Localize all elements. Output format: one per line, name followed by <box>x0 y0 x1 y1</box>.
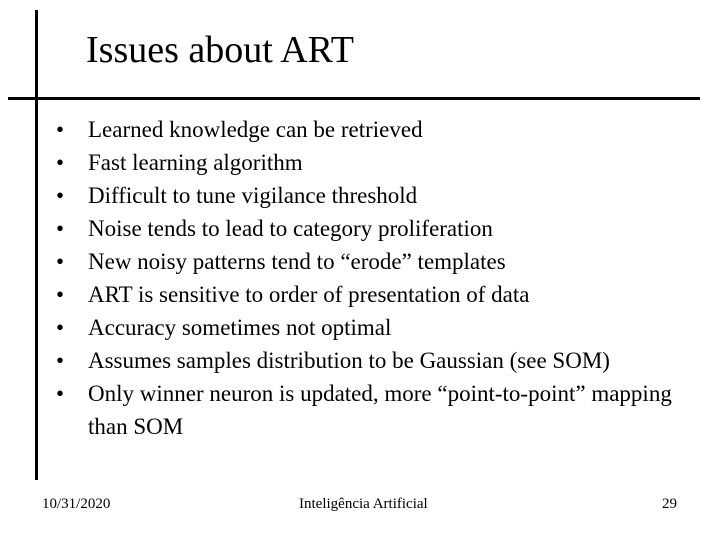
bullet-marker: • <box>56 315 65 340</box>
bullet-item <box>56 344 696 377</box>
bullet-list <box>56 113 696 443</box>
bullet-text: Only winner neuron is updated, more “point-to-point” mapping than SOM <box>88 381 672 439</box>
bullet-item <box>56 179 696 212</box>
bullet-item <box>56 212 696 245</box>
bullet-item <box>56 113 696 146</box>
bullet-text: Learned knowledge can be retrieved <box>88 117 423 142</box>
bullet-marker: • <box>56 249 65 274</box>
bullet-text: Difficult to tune vigilance threshold <box>88 183 418 208</box>
bullet-marker: • <box>56 117 65 142</box>
bullet-item <box>56 245 696 278</box>
bullet-marker: • <box>56 216 65 241</box>
bullet-marker: • <box>56 150 65 175</box>
bullet-text: Fast learning algorithm <box>88 150 303 175</box>
bullet-item <box>56 311 696 344</box>
bullet-item <box>56 146 696 179</box>
horizontal-divider <box>8 97 700 100</box>
page-number: 29 <box>662 496 677 512</box>
bullet-item <box>56 377 696 443</box>
bullet-text: New noisy patterns tend to “erode” templates <box>88 249 506 274</box>
bullet-marker: • <box>56 183 65 208</box>
bullet-text: Assumes samples distribution to be Gaussian (see SOM) <box>88 348 610 373</box>
bullet-marker: • <box>56 381 65 406</box>
bullet-marker: • <box>56 348 65 373</box>
bullet-text: Noise tends to lead to category proliferation <box>88 216 493 241</box>
bullet-text: Accuracy sometimes not optimal <box>88 315 392 340</box>
bullet-item <box>56 278 696 311</box>
bullet-marker: • <box>56 282 65 307</box>
footer-course-name: Inteligência Artificial <box>299 496 428 512</box>
footer-date: 10/31/2020 <box>42 496 111 512</box>
vertical-divider <box>35 10 38 480</box>
bullet-text: ART is sensitive to order of presentation of data <box>88 282 530 307</box>
slide-title: Issues about ART <box>86 29 354 71</box>
